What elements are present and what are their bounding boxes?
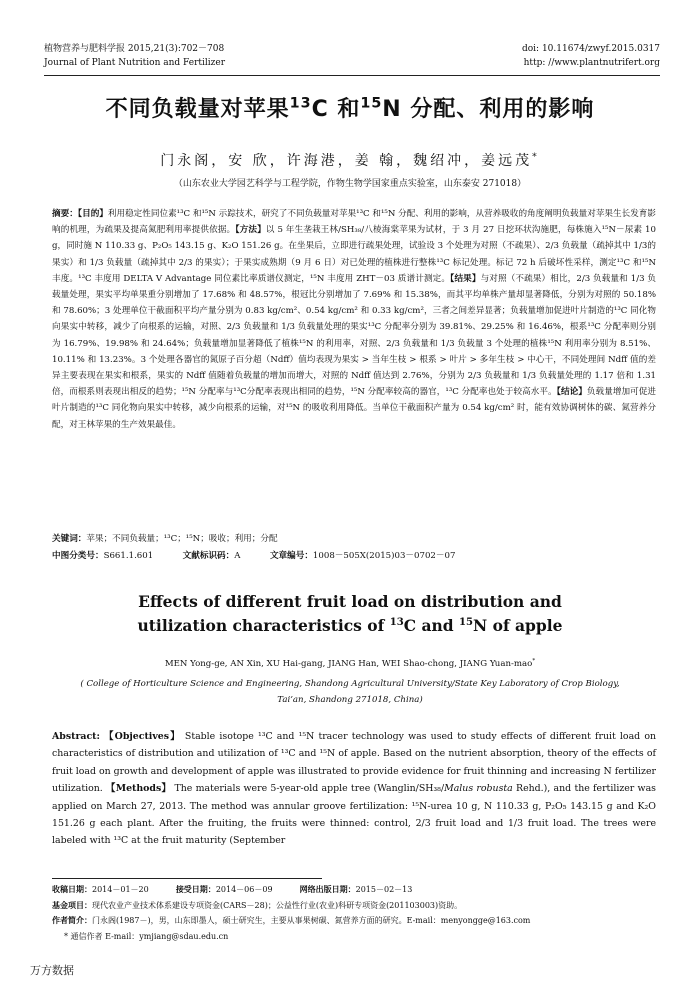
affiliation-en: ( College of Horticulture Science and Engineering, Shandong Agricultural University/State Key Laboratory of Crop Biology, Tai’an, Shandong 271018, China) <box>80 679 620 705</box>
doi[interactable]: doi: 10.11674/zwyf.2015.0317 <box>522 44 660 54</box>
affiliation-cn: （山东农业大学园艺科学与工程学院，作物生物学国家重点实验室，山东泰安 271018） <box>173 179 527 189</box>
article-title-en: Effects of different fruit load on distribution and utilization characteristics of $^{13}$C and $^{15}$N of apple <box>137 592 563 635</box>
classification-line: 中图分类号：S661.1.601 文献标识码：A 文章编号：1008－505X(2015)03－0702－07 <box>52 551 456 561</box>
footnotes <box>52 882 656 944</box>
authors-cn: 门永阁，安 欣，许海港，姜 翰，魏绍冲，姜远茂* <box>160 152 540 169</box>
abstract-en: Abstract: 【Objectives】 Stable isotope ¹³C and ¹⁵N tracer technology was used to study effects of different fruit load on characteristics of distribution and utilization of ¹³C and ¹⁵N of apple. Based on the nutrient absorption, theory of the effects of fruit load on growth and development of apple was illustrated to provide evidence for fruit thinning and increasing N fertilizer utilization. 【Methods】 The materials were 5-year-old apple tree (Wanglin/SH₃₈/Malus robusta Rehd.), and the fertilizer was applied on March 27, 2013. The method was annular groove fertilization: ¹⁵N-urea 10 g, N 110.33 g, P₂O₅ 143.15 g and K₂O 151.26 g each plant. After the fruiting, the fruits were thinned: control, 2/3 fruit load and 1/3 fruit load. The trees were labeled with ¹³C at the fruit maturity (September <box>52 731 656 847</box>
footnote-rule <box>52 878 322 879</box>
header-rule <box>44 75 660 76</box>
fund-line: 基金项目：现代农业产业技术体系建设专项资金(CARS－28)；公益性行业(农业)科研专项资金(201103003)资助。 <box>52 900 463 910</box>
page-header <box>44 42 660 80</box>
journal-name-cn: 植物营养与肥料学报 2015,21(3):702－708 <box>44 44 225 54</box>
keywords-cn: 关键词：苹果；不同负载量；¹³C；¹⁵N；吸收；利用；分配 <box>52 534 278 544</box>
article-title-cn: 不同负载量对苹果$^{13}$C 和$^{15}$N 分配、利用的影响 <box>105 95 595 122</box>
author-bio-line: 作者简介：门永阁(1987－)，男，山东即墨人，硕士研究生，主要从事果树碳、氮营养方面的研究。E-mail：menyongge@163.com <box>52 916 531 925</box>
journal-citation <box>44 42 225 70</box>
journal-name-en: Journal of Plant Nutrition and Fertilizer <box>44 58 226 68</box>
authors-en: MEN Yong-ge, AN Xin, XU Hai-gang, JIANG Han, WEI Shao-chong, JIANG Yuan-mao* <box>164 658 536 669</box>
journal-links <box>522 42 660 70</box>
wanfang-watermark: 万方数据 <box>30 964 74 977</box>
corresponding-author-line: * 通信作者 E-mail：ymjiang@sdau.edu.cn <box>64 931 229 941</box>
journal-url[interactable]: http: //www.plantnutrifert.org <box>523 58 660 68</box>
dates-line: 收稿日期：2014－01－20 接受日期：2014－06－09 网络出版日期：2015－02－13 <box>52 885 413 894</box>
abstract-cn: 摘要：【目的】利用稳定性同位素¹³C 和¹⁵N 示踪技术，研究了不同负载量对苹果¹³C 和¹⁵N 分配、利用的影响，从营养吸收的角度阐明负载量对苹果生长发育影响的机理，为疏果及提高氮肥利用率提供依据。【方法】以 5 年生垄栽王林/SH₃₈/八棱海棠苹果为试材，于 3 月 27 日挖环状沟施肥，每株施入¹⁵N－尿素 10 g，同时施 N 110.33 g、P₂O₅ 143.15 g、K₂O 151.26 g。在坐果后，立即进行疏果处理，试验设 3 个处理为对照（不疏果）、2/3 负载量（疏掉其中 1/3的果实）和 1/3 负载量（疏掉其中 2/3 的果实）；于果实成熟期（9 月 6 日）对已处理的植株进行整株¹³C 标记处理。标记 72 h 后破坏性采样，测定¹³C 和¹⁵N 丰度。¹³C 丰度用 DELTA V Advantage 同位素比率质谱仪测定，¹⁵N 丰度用 ZHT－03 质谱计测定。【结果】与对照（不疏果）相比，2/3 负载量和 1/3 负载量处理，果实平均单果重分别增加了 17.68% 和 48.57%，根冠比分别增加了 7.69% 和 15.38%，而其平均单株产量却显著降低，分别为对照的 50.18% 和 78.60%；3 处理单位干截面积平均产量分别为 0.83 kg/cm²、0.54 kg/cm² 和 0.33 kg/cm²，三者之间差异显著；负载量增加促进叶片制造的¹³C 同化物向果实中转移，减少了向根系的运输，对照、2/3 负载量和 1/3 负载量处理的果实¹³C 分配率分别为 39.81%、29.25% 和 16.46%，根系¹³C 分配率则分别为 16.79%、19.98% 和 24.64%；负载量增加显著降低了植株¹⁵N 的利用率，对照、2/3 负载量和 1/3 负载量 3 个处理的植株¹⁵N 利用率分别为 8.51%、10.11% 和 13.23%。3 个处理各器官的氮原子百分超（Ndff）值均表现为果实 > 当年生枝 > 根系 > 叶片 > 多年生枝 > 中心干，不同处理间 Ndff 值的差异主要表现在果实和根系，果实的 Ndff 值随着负载量的增加而增大，对照的 Ndff 值达到 2.76%，分别为 2/3 负载量和 1/3 负载量处理的 1.17 倍和 1.31 倍，而根系则表现出相反的趋势；¹⁵N 分配率与¹³C分配率表现出相同的趋势，¹⁵N 分配率较高的器官，¹³C 分配率也处于较高水平。【结论】负载量增加可促进叶片制造的¹³C 同化物向果实中转移，减少向根系的运输，对¹⁵N 的吸收利用降低。当单位干截面积产量为 0.54 kg/cm² 时，能有效协调树体的碳、氮营养分配，对王林苹果的生产效果最佳。 <box>52 209 657 430</box>
